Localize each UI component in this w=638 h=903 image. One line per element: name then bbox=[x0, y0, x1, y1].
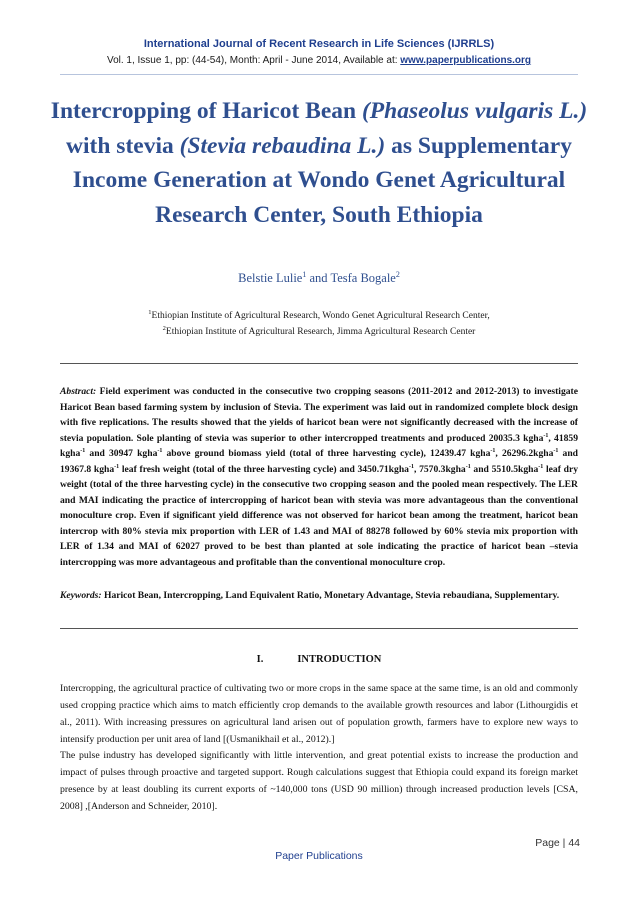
abstract-text-5: , 26296.2kgha bbox=[495, 448, 554, 459]
affiliation-2-text: Ethiopian Institute of Agricultural Research, Jimma Agricultural Research Center bbox=[165, 327, 476, 338]
keywords-text: Haricot Bean, Intercropping, Land Equivalent Ratio, Monetary Advantage, Stevia rebaudiana, Supplementary. bbox=[101, 590, 560, 601]
unit-exponent: -1 bbox=[80, 447, 86, 454]
abstract-top-rule bbox=[60, 363, 578, 364]
paper-title bbox=[46, 94, 592, 232]
keywords bbox=[60, 588, 578, 604]
header-divider bbox=[60, 74, 578, 75]
unit-exponent: -1 bbox=[114, 463, 120, 470]
page-number: Page | 44 bbox=[535, 837, 580, 849]
affiliation-1-mark: 1 bbox=[148, 309, 152, 316]
abstract-label: Abstract: bbox=[60, 386, 97, 397]
abstract-text-8: , 7570.3kgha bbox=[413, 463, 466, 475]
author-2-affil: 2 bbox=[395, 270, 400, 279]
section-number: I. bbox=[256, 654, 264, 665]
body-paragraph: The pulse industry has developed significantly with little intervention, and great potential exists to increase the production and impact of pulses through proactive and targeted support. Rough calculations suggest that Ethiopia could expand its foreign market presence by at least doubling its current exports of ~140,000 tons (USD 90 million) through increased production levels [CSA, 2008] ,[Anderson and Schneider, 2010]. bbox=[60, 750, 578, 812]
affiliation-1 bbox=[0, 309, 638, 321]
keywords-label: Keywords: bbox=[60, 590, 102, 601]
author-and: and bbox=[306, 271, 331, 286]
footer-publisher: Paper Publications bbox=[275, 850, 363, 862]
unit-exponent: -1 bbox=[408, 463, 414, 470]
unit-exponent: -1 bbox=[553, 447, 559, 454]
body-paragraph: Intercropping, the agricultural practice of cultivating two or more crops in the same space at the same time, is an old and commonly used cropping practice which aims to match efficiently crop demands to the available growth resources and labor (Lithourgidis et al., 2011). With increasing pressures on agricultural land arisen out of population growth, farmers have to explore new ways to intensify production per unit area of land [(Usmanikhail et al., 2012).] bbox=[60, 683, 578, 745]
abstract-text-6: and 19367.8 kgha bbox=[60, 448, 579, 475]
abstract-text-1: Field experiment was conducted in the consecutive two cropping seasons (2011-2012 and 2012-2013) to investigate Haricot Bean based farming system by inclusion of Stevia. The experiment was laid out in randomized complete block design with five replications. The results showed that the yields of haricot bean were not significantly decreased with the increase of stevia population. Sole planting of stevia was superior to other intercropped treatments and produced 20035.3 kgha bbox=[60, 386, 578, 444]
affiliation-1-text: Ethiopian Institute of Agricultural Research, Wondo Genet Agricultural Research Center, bbox=[151, 311, 490, 322]
issue-info bbox=[0, 55, 638, 66]
title-species-1: (Phaseolus vulgaris L.) bbox=[361, 98, 588, 124]
unit-exponent: -1 bbox=[465, 463, 471, 470]
abstract-text-3: and 30947 kgha bbox=[85, 448, 158, 459]
title-part-1: Intercropping of Haricot Bean bbox=[50, 98, 362, 124]
author-1: Belstie Lulie bbox=[238, 271, 303, 286]
affiliation-2-mark: 2 bbox=[162, 325, 166, 332]
unit-exponent: -1 bbox=[490, 447, 496, 454]
title-species-2: (Stevia rebaudina L.) bbox=[179, 132, 386, 159]
author-1-affil: 1 bbox=[302, 270, 307, 279]
section-title: INTRODUCTION bbox=[297, 654, 382, 665]
abstract-bottom-rule bbox=[60, 628, 578, 629]
abstract-text-9: and 5510.5kgha bbox=[470, 463, 539, 475]
abstract-text-10: leaf dry weight (total of the three harvesting cycle) in the consecutive two cropping season and the pooled mean respectively. The LER and MAI indicating the practice of intercropping of haricot bean with stevia was more advantageous than the conventional monoculture crop. Even if significant yield difference was not observed for haricot bean among the treatment, haricot bean intercrop with 80% stevia mix proportion with LER of 1.43 and MAI of 88278 followed by 60% stevia mix proportion with LER of 1.34 and MAI of 62027 proved to be best than planted at sole indicating the practice of haricot bean –stevia intercropping was more advantageous and profitable than the conventional monoculture crop. bbox=[60, 463, 578, 568]
abstract-text-4: above ground biomass yield (total of three harvesting cycle), 12439.47 kgha bbox=[162, 448, 491, 459]
unit-exponent: -1 bbox=[157, 447, 163, 454]
unit-exponent: -1 bbox=[538, 463, 544, 470]
title-part-2: with stevia bbox=[66, 132, 180, 159]
journal-website-link[interactable]: www.paperpublications.org bbox=[400, 55, 532, 66]
section-heading bbox=[0, 654, 638, 665]
journal-name: International Journal of Recent Research in Life Sciences (IJRRLS) bbox=[143, 38, 495, 50]
affiliation-2 bbox=[0, 325, 638, 337]
author-list bbox=[0, 270, 638, 286]
title-part-3: as Supplementary Income Generation at Wondo Genet Agricultural Research Center, South Ethiopia bbox=[72, 132, 572, 228]
unit-exponent: -1 bbox=[543, 432, 549, 439]
abstract bbox=[60, 384, 578, 570]
abstract-text-2: , 41859 kgha bbox=[60, 432, 579, 459]
author-2: Tesfa Bogale bbox=[330, 271, 396, 286]
issue-info-text: Vol. 1, Issue 1, pp: (44-54), Month: April - June 2014, Available at: bbox=[106, 55, 401, 66]
abstract-text-7: leaf fresh weight (total of the three harvesting cycle) and 3450.71kgha bbox=[119, 463, 409, 475]
